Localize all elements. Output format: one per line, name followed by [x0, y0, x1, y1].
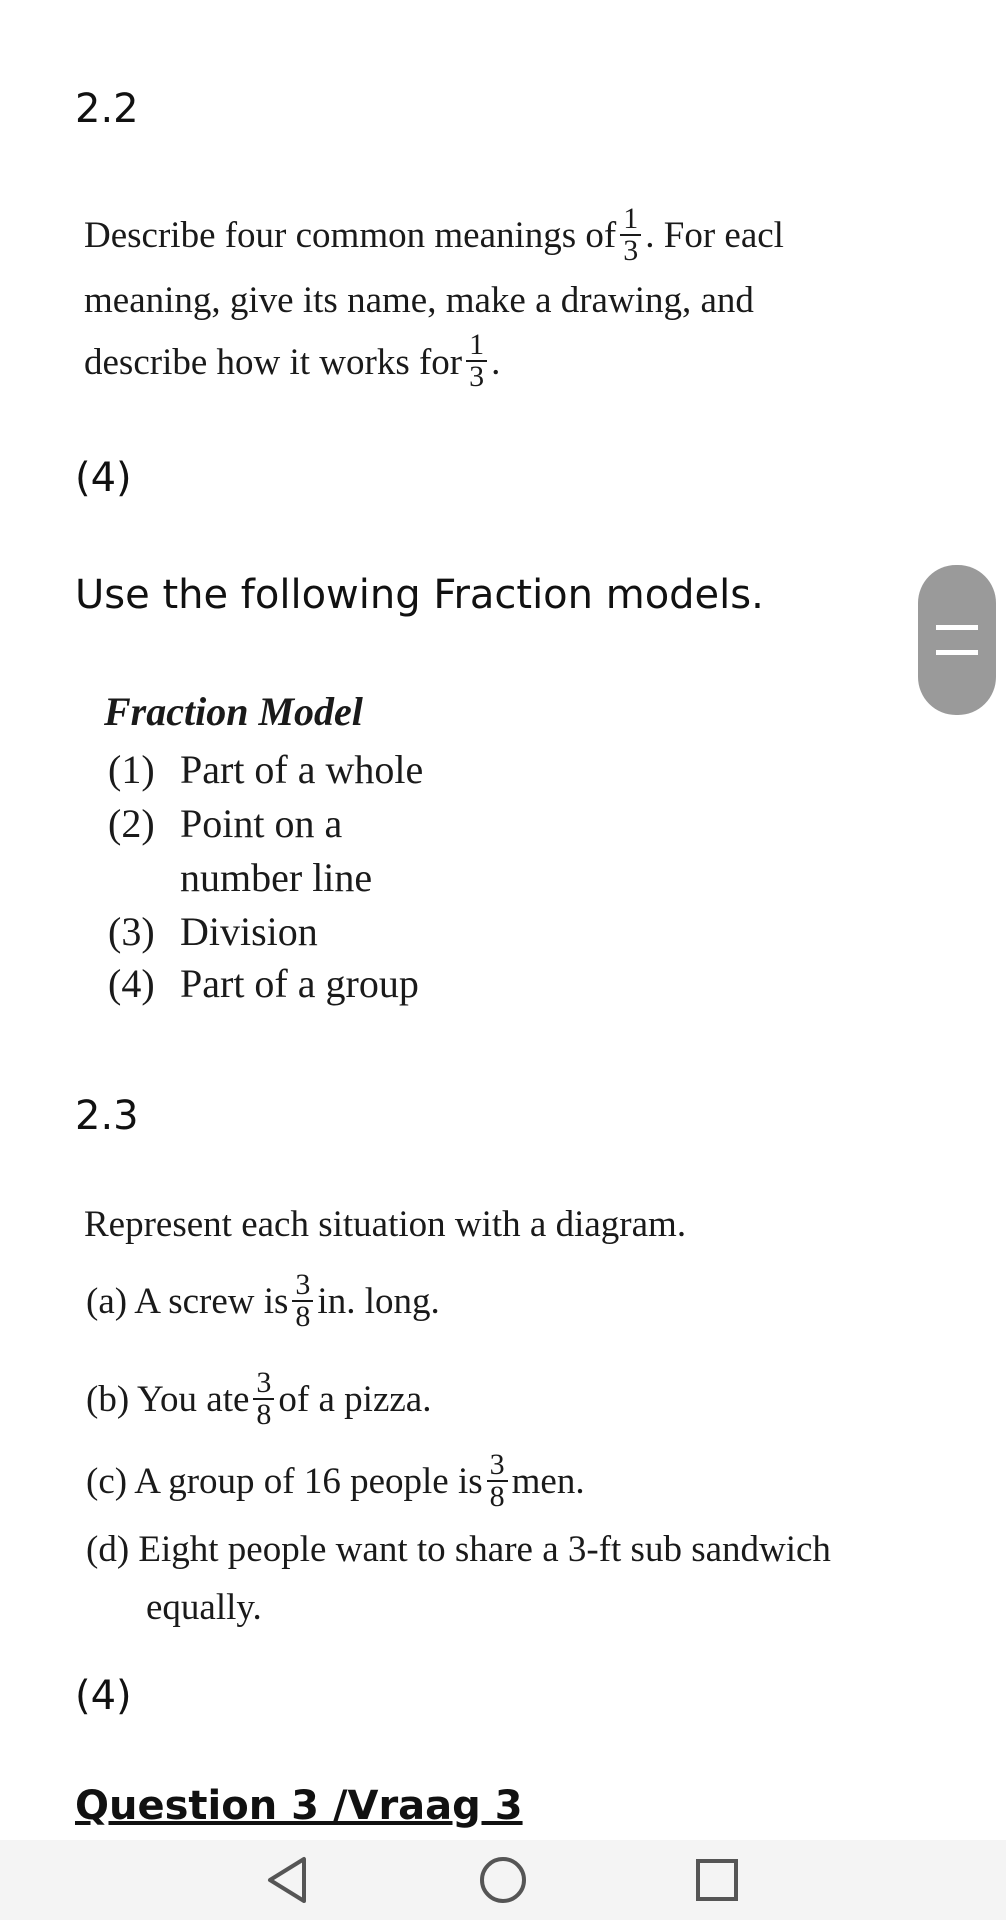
triangle-back-icon	[264, 1855, 310, 1905]
recents-button[interactable]	[677, 1840, 757, 1920]
question-line-1: Describe four common meanings of $\frac{1}{3}$ . For eacl	[84, 205, 784, 267]
square-recents-icon	[694, 1857, 740, 1903]
fraction-three-eighths: $\frac{3}{8}$	[253, 1368, 274, 1430]
question-2-2-text	[84, 205, 874, 396]
home-button[interactable]	[463, 1840, 543, 1920]
model-item-2: (2) Point on a	[108, 801, 343, 846]
question-line-3: describe how it works for $\frac{1}{3}$ .	[84, 328, 501, 394]
section-heading-2-2: 2.2	[75, 86, 139, 132]
instruction-text: Use the following Fraction models.	[75, 572, 764, 618]
question-3-heading: Question 3 /Vraag 3	[75, 1783, 523, 1829]
back-button[interactable]	[247, 1840, 327, 1920]
section-heading-2-3: 2.3	[75, 1093, 139, 1139]
circle-home-icon	[478, 1855, 528, 1905]
situation-d-cont: equally.	[146, 1587, 262, 1628]
model-item-3: (3) Division	[108, 909, 318, 954]
fraction-one-third: $\frac{1}{3}$	[620, 205, 641, 266]
model-item-2-cont: number line	[180, 855, 373, 900]
drag-lines-icon	[936, 625, 978, 655]
fraction-three-eighths: $\frac{3}{8}$	[487, 1450, 508, 1512]
situation-d: (d) Eight people want to share a 3-ft sub sandwich	[86, 1529, 831, 1570]
fraction-three-eighths: $\frac{3}{8}$	[292, 1270, 313, 1332]
navigation-bar	[0, 1840, 1006, 1920]
scroll-handle[interactable]	[918, 565, 996, 715]
question-line-2: meaning, give its name, make a drawing, and	[84, 279, 754, 321]
situation-a: (a) A screw is $\frac{3}{8}$ in. long.	[86, 1267, 440, 1333]
fraction-one-third: $\frac{1}{3}$	[466, 330, 487, 392]
marks-2-3: (4)	[75, 1673, 132, 1719]
situation-b: (b) You ate $\frac{3}{8}$ of a pizza.	[86, 1365, 432, 1431]
fraction-model-title: Fraction Model	[104, 689, 363, 734]
model-item-1: (1) Part of a whole	[108, 747, 424, 792]
marks-2-2: (4)	[75, 455, 132, 501]
model-item-4: (4) Part of a group	[108, 961, 419, 1006]
situation-prompt: Represent each situation with a diagram.	[84, 1204, 687, 1245]
situation-c: (c) A group of 16 people is $\frac{3}{8}$ men.	[86, 1447, 585, 1513]
